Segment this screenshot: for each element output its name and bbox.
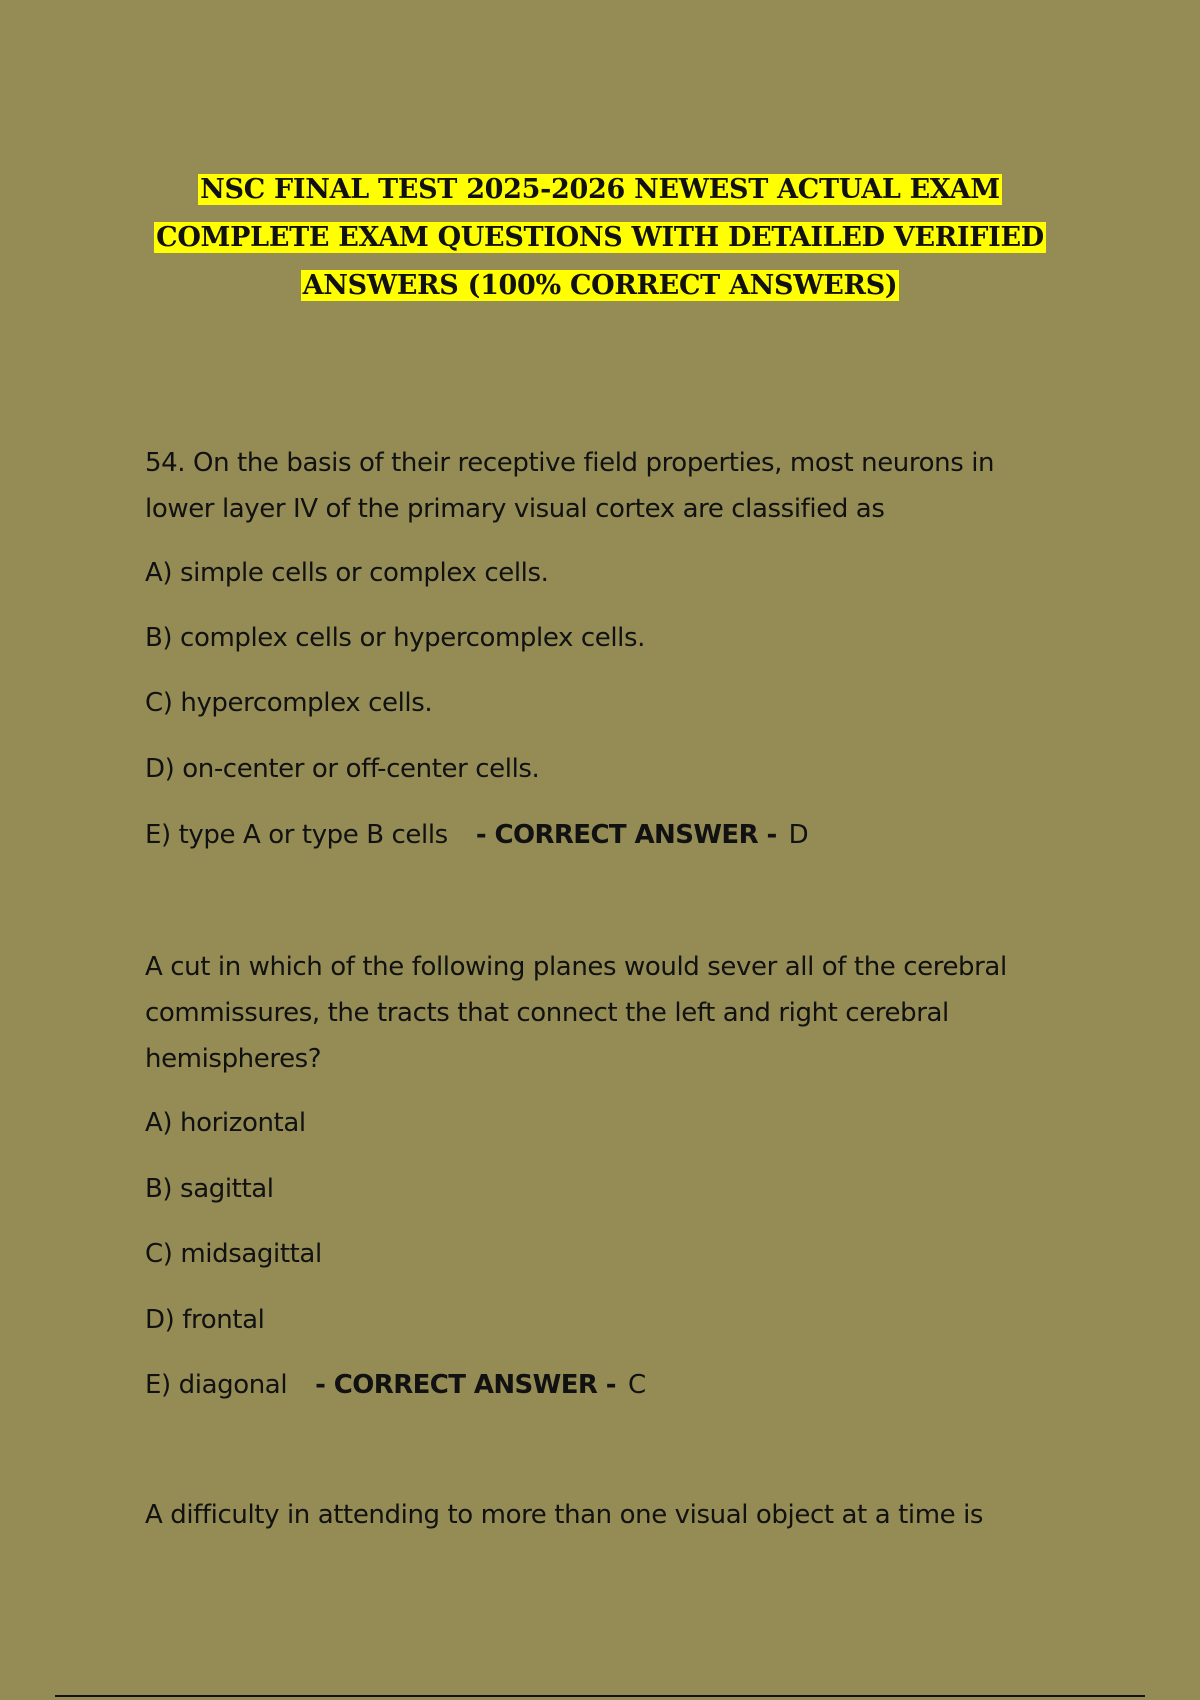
question-2-option-e-row — [145, 1362, 646, 1408]
question-1-correct-answer-value: D — [788, 820, 809, 850]
question-1-text-line-2: lower layer IV of the primary visual cortex are classified as — [145, 494, 885, 524]
title-line-2-text: COMPLETE EXAM QUESTIONS WITH DETAILED VERIFIED — [156, 222, 1044, 253]
title-line-1-text: NSC FINAL TEST 2025-2026 NEWEST ACTUAL EXAM — [200, 174, 1000, 205]
question-2-option-c: C) midsagittal — [145, 1239, 322, 1269]
question-1-option-e-row — [145, 812, 808, 858]
question-2-correct-answer-value: C — [627, 1370, 646, 1400]
question-2-option-d: D) frontal — [145, 1305, 265, 1335]
title-line-2 — [100, 214, 1100, 262]
document-title — [100, 166, 1100, 310]
title-line-3 — [100, 262, 1100, 310]
question-1-option-d: D) on-center or off-center cells. — [145, 754, 540, 784]
question-2-correct-answer-label: - CORRECT ANSWER - — [315, 1370, 616, 1400]
question-1 — [145, 440, 1085, 860]
question-1-option-c: C) hypercomplex cells. — [145, 688, 433, 718]
question-1-text-line-1: 54. On the basis of their receptive field properties, most neurons in — [145, 448, 995, 478]
question-3 — [145, 1492, 1085, 1538]
title-line-1 — [100, 166, 1100, 214]
question-1-option-b: B) complex cells or hypercomplex cells. — [145, 623, 645, 653]
question-1-option-e: E) type A or type B cells — [145, 820, 448, 850]
question-2-text-line-2: commissures, the tracts that connect the left and right cerebral — [145, 998, 949, 1028]
question-2-option-b: B) sagittal — [145, 1174, 274, 1204]
question-2-text-line-3: hemispheres? — [145, 1044, 322, 1074]
question-1-option-a: A) simple cells or complex cells. — [145, 558, 549, 588]
question-2-option-e: E) diagonal — [145, 1370, 288, 1400]
question-2-text-line-1: A cut in which of the following planes would sever all of the cerebral — [145, 952, 1007, 982]
question-2-option-a: A) horizontal — [145, 1108, 306, 1138]
footer-divider — [55, 1695, 1145, 1697]
question-2 — [145, 944, 1085, 1414]
question-1-correct-answer-label: - CORRECT ANSWER - — [475, 820, 777, 850]
question-3-text-line-1: A difficulty in attending to more than one visual object at a time is — [145, 1500, 984, 1530]
title-line-3-text: ANSWERS (100% CORRECT ANSWERS) — [302, 270, 898, 301]
